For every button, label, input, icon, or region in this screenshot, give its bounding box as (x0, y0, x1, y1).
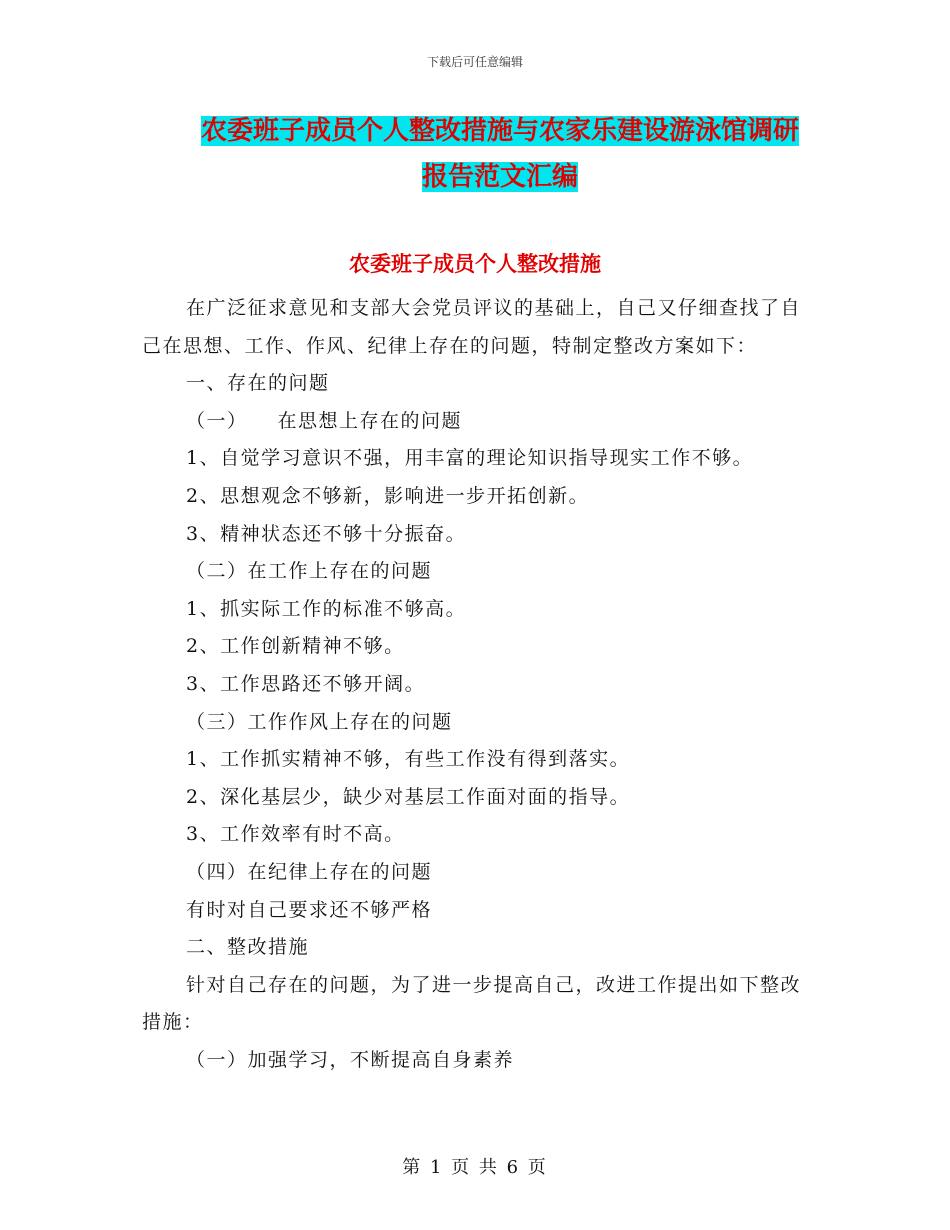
list-item: 1、自觉学习意识不强，用丰富的理论知识指导现实工作不够。 (186, 447, 754, 470)
list-item: 2、工作创新精神不够。 (186, 635, 405, 658)
page-footer: 第 1 页 共 6 页 (402, 1157, 548, 1178)
paragraph-intro: 在广泛征求意见和支部大会党员评议的基础上，自己又仔细查找了自己在思想、工作、作风、纪律上存在的问题，特制定整改方案如下： (142, 297, 802, 357)
paragraph-measures-intro: 针对自己存在的问题，为了进一步提高自己，改进工作提出如下整改措施： (142, 973, 802, 1034)
list-item: 3、工作思路还不够开阔。 (186, 672, 426, 695)
subheading-study: （一）加强学习，不断提高自身素养 (186, 1048, 515, 1071)
section-title: 农委班子成员个人整改措施 (349, 252, 601, 276)
list-item: 3、工作效率有时不高。 (186, 823, 405, 846)
title-line-1: 农委班子成员个人整改措施与农家乐建设游泳馆调研 (200, 116, 799, 146)
document-body (142, 290, 807, 1079)
subheading-style: （三）工作作风上存在的问题 (186, 710, 453, 733)
subheading-discipline: （四）在纪律上存在的问题 (186, 860, 433, 883)
subheading-thought (142, 403, 807, 441)
subheading-work: （二）在工作上存在的问题 (186, 560, 433, 583)
list-item: 1、抓实际工作的标准不够高。 (186, 597, 467, 620)
heading-measures: 二、整改措施 (186, 936, 310, 959)
list-item: 有时对自己要求还不够严格 (186, 898, 433, 921)
list-item: 2、思想观念不够新，影响进一步开拓创新。 (186, 484, 590, 507)
heading-problems: 一、存在的问题 (186, 372, 330, 395)
title-line-2: 报告范文汇编 (421, 162, 578, 192)
list-item: 3、精神状态还不够十分振奋。 (186, 522, 467, 545)
list-item: 1、工作抓实精神不够，有些工作没有得到落实。 (186, 748, 631, 771)
document-title (140, 108, 860, 200)
subheading-number: （一） (186, 409, 248, 432)
subheading-text: 在思想上存在的问题 (277, 409, 463, 432)
list-item: 2、深化基层少，缺少对基层工作面对面的指导。 (186, 785, 631, 808)
header-note: 下载后可任意编辑 (426, 55, 523, 69)
